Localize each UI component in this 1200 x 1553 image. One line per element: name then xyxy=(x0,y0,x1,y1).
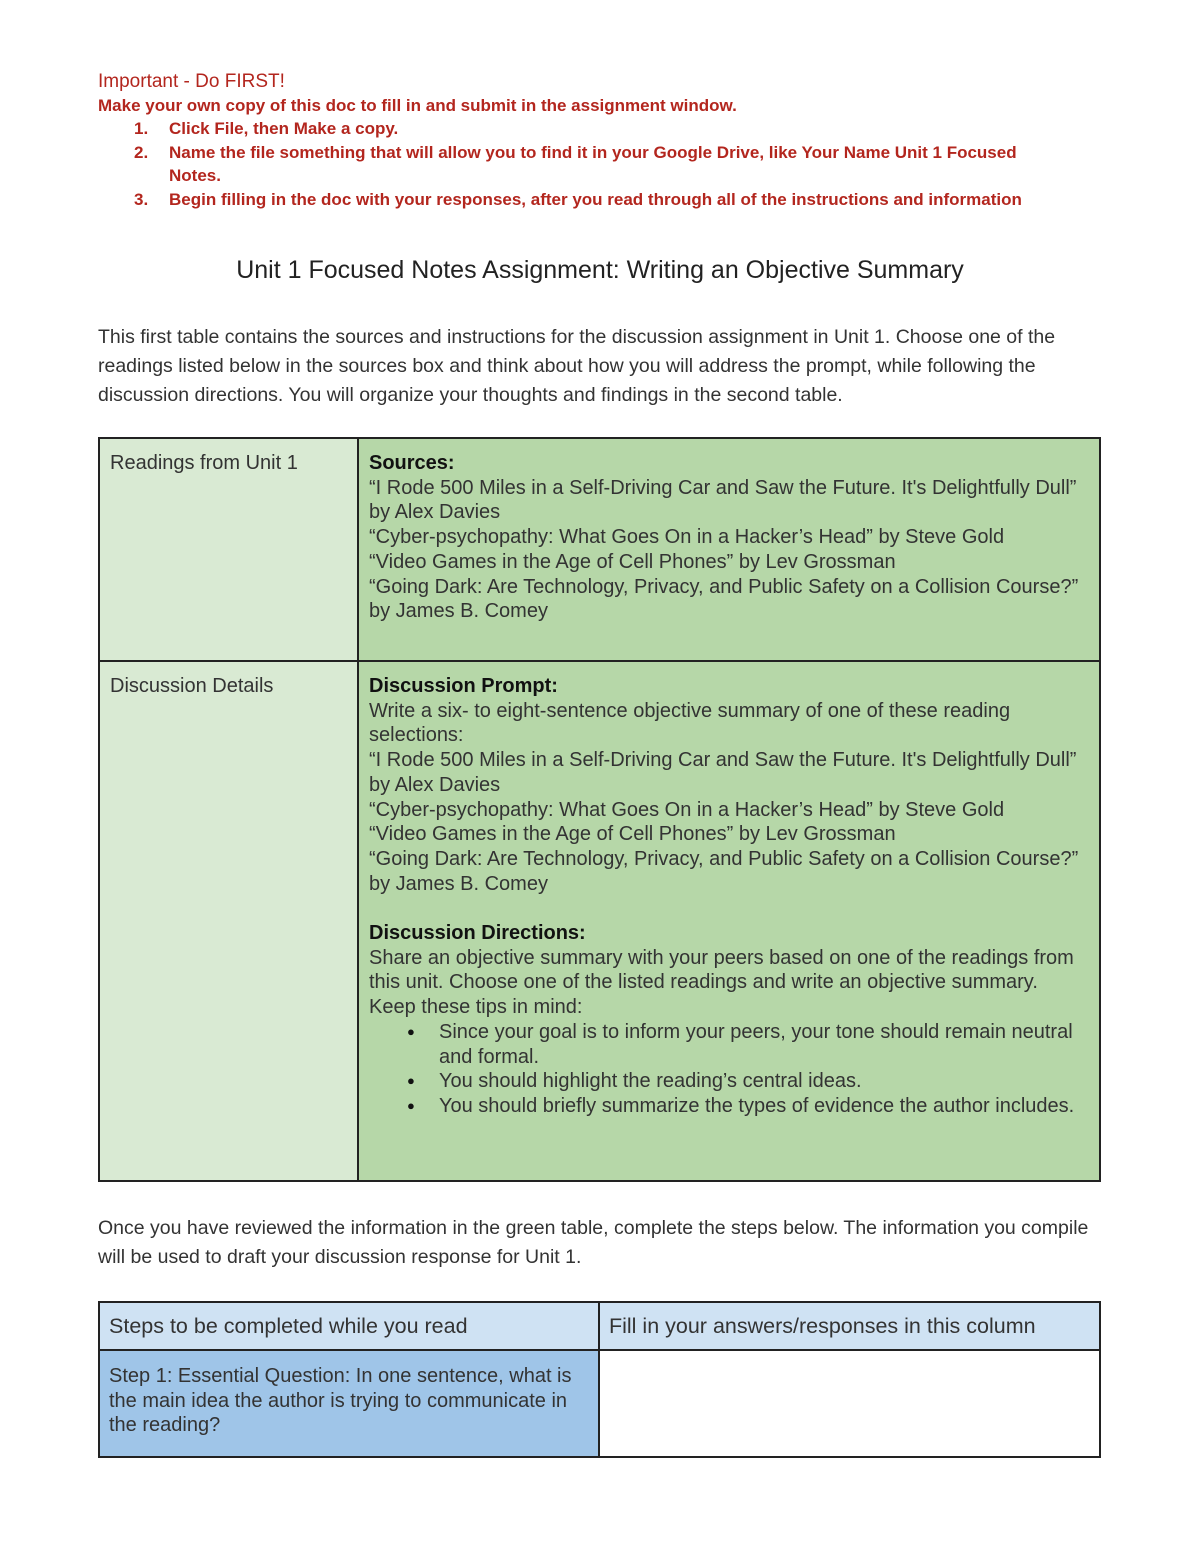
tip-item: ● Since your goal is to inform your peers, your tone should remain neutral and formal. xyxy=(439,1020,1089,1069)
intro-paragraph: This first table contains the sources and instructions for the discussion assignment in Unit 1. Choose one of the readings listed below in the sources box and think about how you will address the prompt, while following the discussion directions. You will organize your thoughts and findings in the second table. xyxy=(98,326,1056,406)
source-item: “Cyber-psychopathy: What Goes On in a Hacker’s Head” by Steve Gold xyxy=(369,526,1005,549)
discussion-details-label: Discussion Details xyxy=(99,661,358,1181)
reading-item: “Cyber-psychopathy: What Goes On in a Hacker’s Head” by Steve Gold xyxy=(369,798,1005,821)
steps-table xyxy=(98,1301,1101,1458)
important-title: Important - Do FIRST! xyxy=(98,71,285,92)
mid-paragraph: Once you have reviewed the information in the green table, complete the steps below. The information you compile will be used to draft your discussion response for Unit 1. xyxy=(98,1217,1089,1268)
sources-table xyxy=(98,437,1101,1182)
important-steps xyxy=(98,117,1098,211)
reading-item: “Going Dark: Are Technology, Privacy, and Public Safety on a Collision Course?” by James B. Comey xyxy=(369,847,1079,895)
important-subtitle: Make your own copy of this doc to fill in and submit in the assignment window. xyxy=(98,96,737,115)
directions-heading: Discussion Directions: xyxy=(369,922,586,945)
prompt-text: Write a six- to eight-sentence objective summary of one of these reading selections: xyxy=(369,699,1011,747)
discussion-details-cell[interactable] xyxy=(358,661,1100,1181)
prompt-heading: Discussion Prompt: xyxy=(369,675,558,697)
important-step: 2. Name the file something that will allow you to find it in your Google Drive, like Your Name Unit 1 Focused Notes. xyxy=(134,142,1017,185)
table-row xyxy=(99,1350,1100,1457)
steps-column-header: Steps to be completed while you read xyxy=(99,1302,599,1350)
tip-item: ● You should briefly summarize the types of evidence the author includes. xyxy=(439,1094,1089,1119)
source-item: “Going Dark: Are Technology, Privacy, and Public Safety on a Collision Course?” by James B. Comey xyxy=(369,575,1079,623)
table-row xyxy=(99,661,1100,1181)
sources-heading: Sources: xyxy=(369,452,455,474)
sources-cell[interactable] xyxy=(358,438,1100,661)
table-row xyxy=(99,438,1100,661)
important-notice xyxy=(98,70,1098,211)
reading-item: “Video Games in the Age of Cell Phones” by Lev Grossman xyxy=(369,823,896,846)
tips-list xyxy=(369,1020,1089,1119)
source-item: “Video Games in the Age of Cell Phones” by Lev Grossman xyxy=(369,550,896,573)
important-step: 3. Begin filling in the doc with your responses, after you read through all of the instructions and information xyxy=(134,189,1022,209)
table-header-row xyxy=(99,1302,1100,1350)
tip-item: ● You should highlight the reading’s central ideas. xyxy=(439,1069,1089,1094)
step-1-answer-field[interactable] xyxy=(599,1350,1100,1457)
reading-item: “I Rode 500 Miles in a Self-Driving Car and Saw the Future. It's Delightfully Dull” by Alex Davies xyxy=(369,749,1077,796)
page-title: Unit 1 Focused Notes Assignment: Writing an Objective Summary xyxy=(236,256,964,284)
step-1-question: Step 1: Essential Question: In one sentence, what is the main idea the author is trying to communicate in the reading? xyxy=(99,1350,599,1457)
directions-text: Share an objective summary with your peers based on one of the readings from this unit. Choose one of the listed readings and write an objective summary. Keep these tips in mind: xyxy=(369,946,1074,1019)
important-step: 1. Click File, then Make a copy. xyxy=(134,119,399,138)
answers-column-header: Fill in your answers/responses in this column xyxy=(599,1302,1100,1350)
source-item: “I Rode 500 Miles in a Self-Driving Car and Saw the Future. It's Delightfully Dull” by Alex Davies xyxy=(369,476,1077,524)
readings-label: Readings from Unit 1 xyxy=(99,438,358,661)
